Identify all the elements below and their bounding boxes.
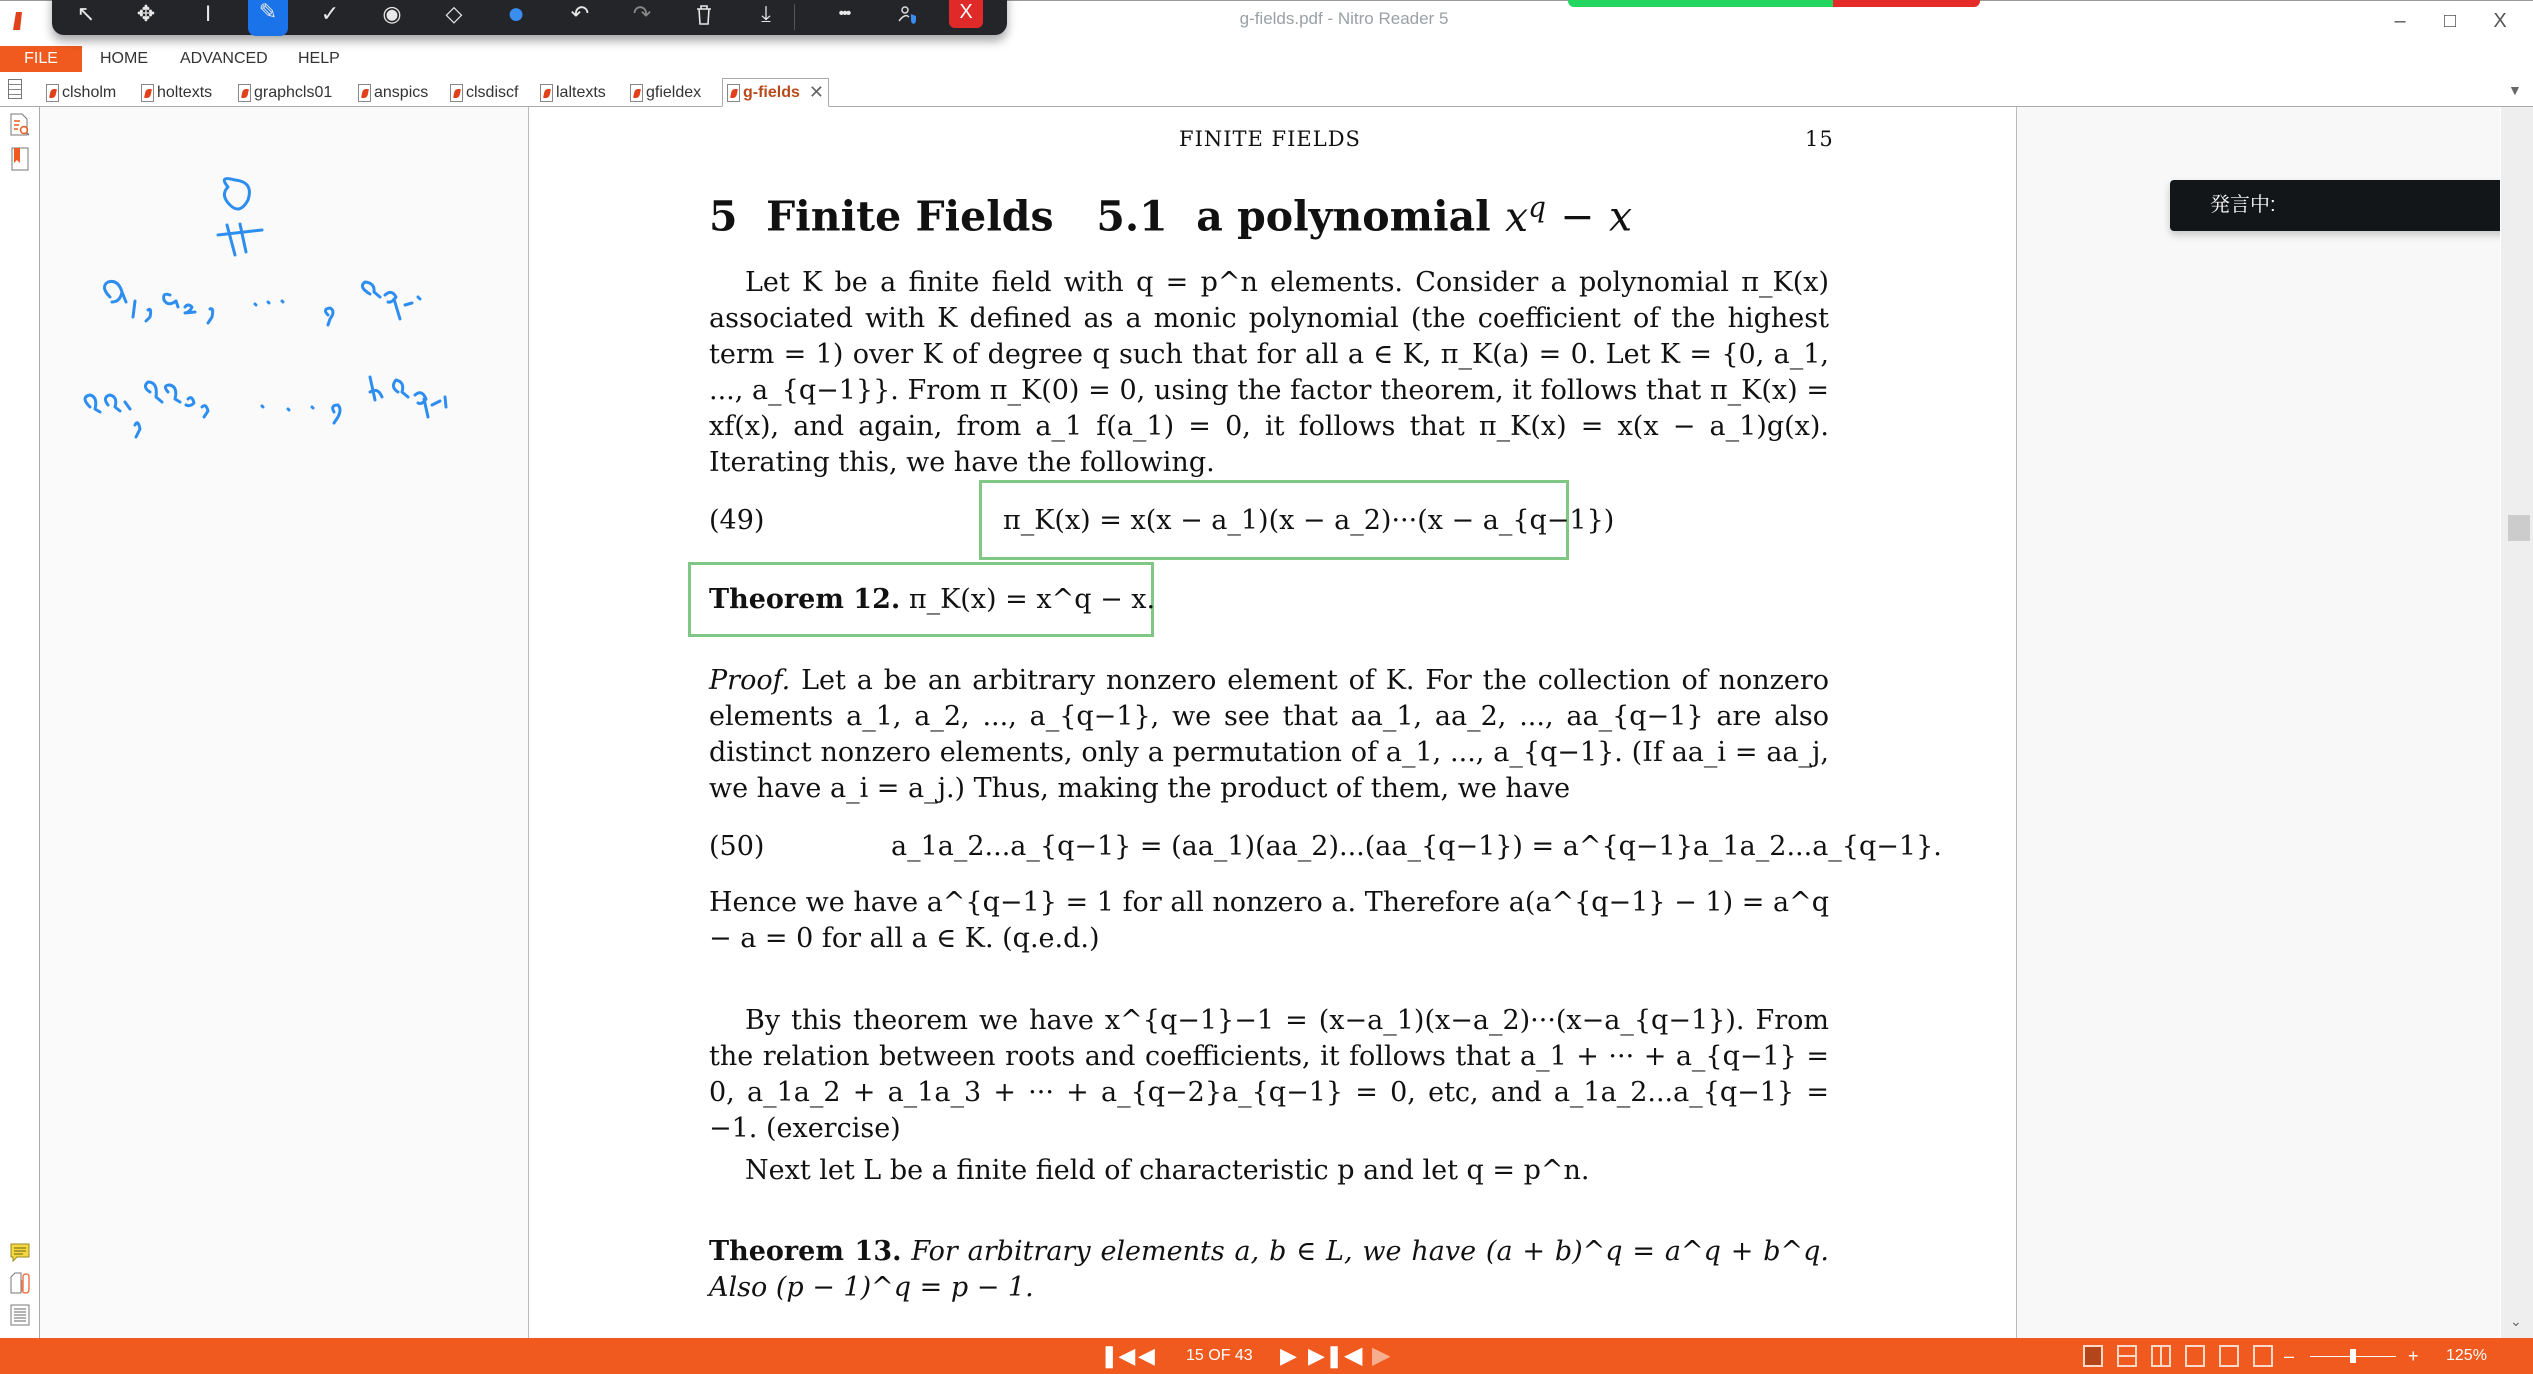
pdf-file-icon	[141, 84, 154, 102]
save-ink-icon[interactable]: ⤓	[761, 1, 771, 26]
menu-advanced[interactable]: ADVANCED	[180, 50, 268, 67]
paragraph-roots: By this theorem we have x^{q−1}−1 = (x−a_1)(x−a_2)···(x−a_{q−1}). From the relation between roots and coefficients, it follows that a_1 + ··· + a_{q−1} = 0, a_1a_2 + a_1a_3 + ··· + a_{q−2}a_{q−1} = 0, etc, and a_1a_2...a_{q−1} = −1. (exercise)	[709, 1005, 1829, 1144]
recording-indicator-green	[1568, 0, 1833, 7]
notes-panel[interactable]	[40, 107, 529, 1338]
theorem-12-statement: π_K(x) = x^q − x.	[908, 584, 1156, 615]
tab-label: anspics	[374, 83, 429, 101]
tab-clsdiscf[interactable]	[450, 78, 518, 107]
tab-label: g-fields	[743, 83, 800, 101]
zoom-level[interactable]: 125%	[2446, 1347, 2487, 1364]
page-indicator[interactable]: 15 OF 43	[1186, 1347, 1253, 1364]
first-page-icon[interactable]: ❚◀	[1100, 1343, 1136, 1368]
pdf-page[interactable]	[529, 107, 2017, 1338]
pen-tool-icon[interactable]: ✎	[248, 0, 288, 36]
pdf-file-icon	[630, 84, 643, 102]
tab-label: gfieldex	[646, 83, 702, 101]
theorem-12-label: Theorem 12.	[709, 584, 901, 615]
select-tool-icon[interactable]: ↖	[76, 1, 96, 26]
page-list-icon[interactable]	[9, 1303, 31, 1327]
presentation-facing-view-icon[interactable]	[2253, 1345, 2273, 1367]
previous-page-icon[interactable]: ◀	[1138, 1343, 1155, 1368]
close-toolbar-icon[interactable]: X	[949, 0, 983, 28]
pdf-file-icon	[540, 84, 553, 102]
pdf-file-icon	[46, 84, 59, 102]
theorem-12	[709, 582, 1155, 618]
proof-paragraph	[709, 663, 1829, 807]
tab-laltexts[interactable]	[540, 78, 606, 107]
window-title: g-fields.pdf - Nitro Reader 5	[1239, 9, 1449, 28]
zoom-in-button[interactable]: +	[2408, 1346, 2419, 1366]
redo-icon[interactable]: ↷	[632, 1, 652, 26]
equation-49: π_K(x) = x(x − a_1)(x − a_2)···(x − a_{q−1})	[1003, 505, 1615, 536]
undo-icon[interactable]: ↶	[570, 1, 590, 26]
theorem-13-statement: For arbitrary elements a, b ∈ L, we have (a + b)^q = a^q + b^q. Also (p − 1)^q = p − 1.	[709, 1236, 1829, 1303]
tab-label: laltexts	[556, 83, 606, 101]
menu-home[interactable]: HOME	[100, 50, 148, 67]
equation-50: a_1a_2...a_{q−1} = (aa_1)(aa_2)...(aa_{q−1}) = a^{q−1}a_1a_2...a_{q−1}.	[891, 831, 1942, 862]
menu-bar	[0, 46, 2533, 72]
facing-view-icon[interactable]	[2151, 1345, 2171, 1367]
speaking-indicator: 発言中:	[2170, 180, 2512, 231]
eraser-icon[interactable]: ◇	[445, 1, 463, 26]
viewer-background	[2017, 107, 2500, 1338]
running-header: FINITE FIELDS	[1179, 127, 1361, 151]
zoom-out-button[interactable]: –	[2284, 1346, 2295, 1366]
document-tabs	[0, 72, 2533, 107]
pan-tool-icon[interactable]: ✥	[136, 1, 156, 26]
highlighter-icon[interactable]: ◉	[382, 1, 402, 26]
attachments-icon[interactable]	[9, 1271, 31, 1295]
toolbar-divider	[794, 4, 795, 30]
vertical-scrollbar[interactable]	[2500, 107, 2533, 1338]
handwritten-ink-notes	[40, 107, 529, 487]
ribbon-collapse-icon[interactable]: ▼	[2508, 82, 2522, 98]
tab-anspics[interactable]	[358, 78, 428, 107]
tab-label: clsdiscf	[466, 83, 519, 101]
more-options-icon[interactable]: •••	[838, 5, 850, 22]
theorem-13	[709, 1234, 1829, 1306]
presentation-view-icon[interactable]	[2219, 1345, 2239, 1367]
previous-view-icon[interactable]: ◀︎	[1344, 1342, 1363, 1369]
close-tab-icon[interactable]: ✕	[808, 82, 824, 102]
proof-conclusion: Hence we have a^{q−1} = 1 for all nonzero a. Therefore a(a^{q−1} − 1) = a^q − a = 0 for all a ∈ K. (q.e.d.)	[709, 887, 1829, 954]
maximize-button[interactable]: □	[2443, 10, 2457, 32]
proof-label: Proof.	[709, 665, 791, 696]
next-page-icon[interactable]: ▶	[1280, 1343, 1297, 1368]
close-window-button[interactable]: X	[2493, 10, 2507, 32]
menu-file[interactable]: FILE	[0, 46, 82, 72]
comments-icon[interactable]	[9, 1241, 31, 1265]
theorem-13-label: Theorem 13.	[709, 1236, 902, 1267]
tab-graphcls01[interactable]	[238, 78, 332, 107]
status-bar	[0, 1338, 2533, 1374]
pdf-file-icon	[450, 84, 463, 102]
tab-label: graphcls01	[254, 83, 333, 101]
tab-g-fields[interactable]	[722, 78, 829, 107]
scroll-down-icon[interactable]: ⌄	[2510, 1313, 2522, 1329]
section-heading: 5 Finite Fields 5.1 a polynomial $x^q - x$	[709, 190, 1633, 241]
paragraph-field-l: Next let L be a finite field of characteristic p and let q = p^n.	[745, 1155, 1590, 1186]
tab-label: holtexts	[157, 83, 213, 101]
color-picker-icon[interactable]: ●	[506, 0, 526, 30]
find-in-document-icon[interactable]	[9, 113, 31, 137]
ink-toolbar	[52, 0, 1007, 35]
trash-icon[interactable]	[684, 0, 724, 34]
equation-50-label: (50)	[709, 831, 765, 862]
page-number: 15	[1805, 127, 1834, 151]
tab-label: clsholm	[62, 83, 117, 101]
scrollbar-thumb[interactable]	[2508, 515, 2530, 541]
tab-gfieldex[interactable]	[630, 78, 701, 107]
next-view-icon[interactable]: ▶︎	[1372, 1342, 1391, 1369]
single-page-view-icon[interactable]	[2083, 1345, 2103, 1367]
text-cursor-icon[interactable]: I	[204, 1, 212, 26]
continuous-view-icon[interactable]	[2117, 1345, 2137, 1367]
equation-49-label: (49)	[709, 505, 765, 536]
recording-indicator-red	[1833, 0, 1980, 7]
page-view-icon[interactable]	[8, 79, 22, 99]
paragraph-intro: Let K be a finite field with q = p^n elements. Consider a polynomial π_K(x) associated with K defined as a monic polynomial (the coefficient of the highest term = 1) over K of degree q such that for all a ∈ K, π_K(a) = 0. Let K = {0, a_1, ..., a_{q−1}}. From π_K(0) = 0, using the factor theorem, it follows that π_K(x) = xf(x), and again, from a_1 f(a_1) = 0, it follows that π_K(x) = x(x − a_1)g(x). Iterating this, we have the following.	[709, 267, 1829, 478]
minimize-button[interactable]: –	[2394, 10, 2406, 32]
check-icon[interactable]: ✓	[320, 1, 340, 26]
pdf-file-icon	[727, 84, 740, 102]
tab-clsholm[interactable]	[46, 78, 116, 107]
pdf-file-icon	[358, 84, 371, 102]
tab-holtexts[interactable]	[141, 78, 212, 107]
bookmarks-icon[interactable]	[9, 147, 31, 171]
last-page-icon[interactable]: ▶❚	[1308, 1343, 1344, 1368]
nitro-app-icon[interactable]	[10, 10, 26, 32]
share-user-icon[interactable]	[888, 0, 928, 34]
zoom-slider-thumb[interactable]	[2350, 1349, 2356, 1363]
facing-continuous-view-icon[interactable]	[2185, 1345, 2205, 1367]
menu-help[interactable]: HELP	[298, 50, 340, 67]
left-panel-icons	[0, 107, 40, 1338]
proof-text: Let a be an arbitrary nonzero element of K. For the collection of nonzero elements a_1, a_2, ..., a_{q−1}, we see that aa_1, aa_2, ..., aa_{q−1} are also distinct nonzero elements, only a permutation of a_1, ..., a_{q−1}. (If aa_i = aa_j, we have a_i = a_j.) Thus, making the product of them, we have	[709, 665, 1829, 804]
pdf-file-icon	[238, 84, 251, 102]
